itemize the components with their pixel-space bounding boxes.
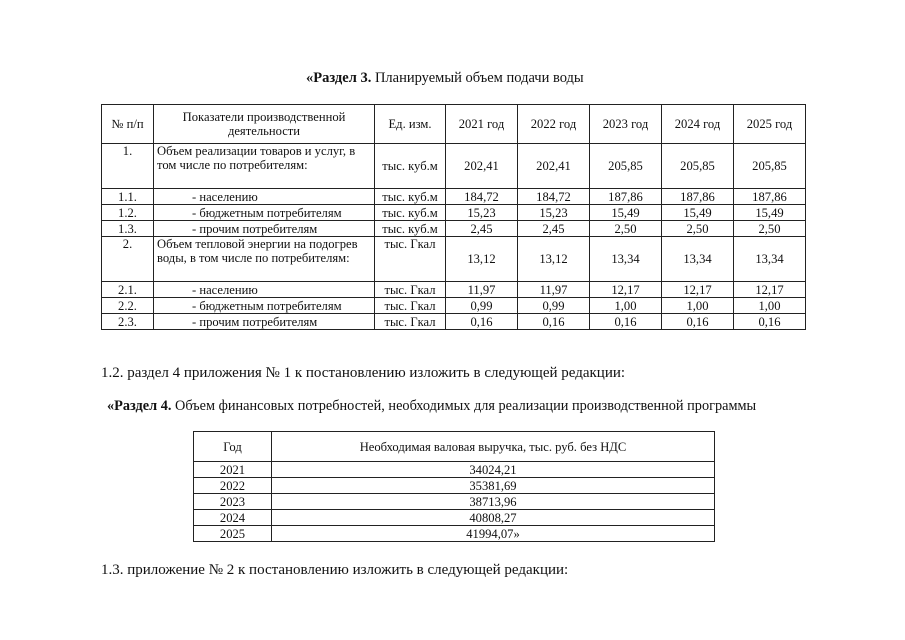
row-year: 2023: [194, 494, 272, 510]
row-unit: тыс. куб.м: [375, 144, 446, 189]
row-value-2021: 11,97: [446, 282, 518, 298]
row-value-2025: 187,86: [734, 189, 806, 205]
row-value-2021: 2,45: [446, 221, 518, 237]
row-value-2024: 13,34: [662, 237, 734, 282]
row-num: 1.2.: [102, 205, 154, 221]
table-row: [102, 205, 806, 221]
row-value-2024: 2,50: [662, 221, 734, 237]
row-unit: тыс. Гкал: [375, 237, 446, 282]
row-unit: тыс. Гкал: [375, 298, 446, 314]
row-num: 2.3.: [102, 314, 154, 330]
revenue-table: [193, 431, 715, 542]
table-row: [102, 314, 806, 330]
row-value-2025: 0,16: [734, 314, 806, 330]
row-value-2022: 2,45: [518, 221, 590, 237]
row-value-2024: 0,16: [662, 314, 734, 330]
row-value-2021: 0,99: [446, 298, 518, 314]
row-value-2022: 15,23: [518, 205, 590, 221]
row-unit: тыс. куб.м: [375, 221, 446, 237]
header-revenue: Необходимая валовая выручка, тыс. руб. без НДС: [272, 432, 715, 462]
header-2023: 2023 год: [590, 105, 662, 144]
water-volume-table: [101, 104, 806, 330]
row-num: 1.1.: [102, 189, 154, 205]
row-unit: тыс. Гкал: [375, 282, 446, 298]
paragraph-1-3: 1.3. приложение № 2 к постановлению изложить в следующей редакции:: [101, 562, 569, 578]
table-row: [194, 494, 715, 510]
row-indicator: Объем реализации товаров и услуг, в том числе по потребителям:: [154, 144, 375, 189]
header-year: Год: [194, 432, 272, 462]
row-value-2023: 187,86: [590, 189, 662, 205]
row-revenue: 35381,69: [272, 478, 715, 494]
row-year: 2021: [194, 462, 272, 478]
row-value-2023: 0,16: [590, 314, 662, 330]
row-value-2022: 13,12: [518, 237, 590, 282]
header-2021: 2021 год: [446, 105, 518, 144]
row-year: 2024: [194, 510, 272, 526]
row-num: 2.: [102, 237, 154, 282]
row-value-2023: 13,34: [590, 237, 662, 282]
row-indicator: - населению: [154, 282, 375, 298]
row-indicator: Объем тепловой энергии на подогрев воды, в том числе по потребителям:: [154, 237, 375, 282]
table-row: [102, 144, 806, 189]
table-header-row: [102, 105, 806, 144]
header-2024: 2024 год: [662, 105, 734, 144]
paragraph-1-2: 1.2. раздел 4 приложения № 1 к постановлению изложить в следующей редакции:: [101, 365, 626, 381]
row-value-2025: 1,00: [734, 298, 806, 314]
table-row: [102, 189, 806, 205]
section3-heading: [306, 70, 584, 87]
row-unit: тыс. Гкал: [375, 314, 446, 330]
row-indicator: - бюджетным потребителям: [154, 205, 375, 221]
row-value-2024: 15,49: [662, 205, 734, 221]
row-revenue: 41994,07»: [272, 526, 715, 542]
row-num: 1.3.: [102, 221, 154, 237]
table-row: [102, 221, 806, 237]
header-unit: Ед. изм.: [375, 105, 446, 144]
row-revenue: 34024,21: [272, 462, 715, 478]
table-row: [194, 462, 715, 478]
header-num: № п/п: [102, 105, 154, 144]
row-value-2025: 12,17: [734, 282, 806, 298]
row-num: 2.2.: [102, 298, 154, 314]
row-value-2024: 12,17: [662, 282, 734, 298]
row-unit: тыс. куб.м: [375, 189, 446, 205]
row-revenue: 40808,27: [272, 510, 715, 526]
row-value-2025: 2,50: [734, 221, 806, 237]
row-value-2023: 205,85: [590, 144, 662, 189]
row-value-2024: 205,85: [662, 144, 734, 189]
row-value-2023: 12,17: [590, 282, 662, 298]
row-value-2023: 15,49: [590, 205, 662, 221]
row-revenue: 38713,96: [272, 494, 715, 510]
header-2025: 2025 год: [734, 105, 806, 144]
table-row: [102, 282, 806, 298]
row-unit: тыс. куб.м: [375, 205, 446, 221]
row-value-2024: 1,00: [662, 298, 734, 314]
row-value-2021: 13,12: [446, 237, 518, 282]
table-row: [194, 526, 715, 542]
row-value-2022: 11,97: [518, 282, 590, 298]
row-value-2021: 184,72: [446, 189, 518, 205]
row-num: 1.: [102, 144, 154, 189]
section4-heading-bold: «Раздел 4.: [107, 398, 172, 414]
row-num: 2.1.: [102, 282, 154, 298]
section4-heading-text: Объем финансовых потребностей, необходимых для реализации производственной программы: [171, 398, 757, 414]
row-value-2023: 1,00: [590, 298, 662, 314]
table-row: [194, 510, 715, 526]
section3-heading-bold: «Раздел 3.: [306, 70, 372, 86]
row-value-2021: 202,41: [446, 144, 518, 189]
table-row: [102, 237, 806, 282]
row-year: 2022: [194, 478, 272, 494]
table-header-row: [194, 432, 715, 462]
row-value-2021: 15,23: [446, 205, 518, 221]
row-value-2024: 187,86: [662, 189, 734, 205]
row-year: 2025: [194, 526, 272, 542]
row-value-2025: 205,85: [734, 144, 806, 189]
row-value-2021: 0,16: [446, 314, 518, 330]
table-row: [102, 298, 806, 314]
row-indicator: - прочим потребителям: [154, 221, 375, 237]
header-indicator: Показатели производственной деятельности: [154, 105, 375, 144]
row-value-2025: 15,49: [734, 205, 806, 221]
header-2022: 2022 год: [518, 105, 590, 144]
row-indicator: - населению: [154, 189, 375, 205]
row-value-2022: 0,16: [518, 314, 590, 330]
section4-heading: [107, 398, 756, 415]
row-indicator: - прочим потребителям: [154, 314, 375, 330]
row-value-2025: 13,34: [734, 237, 806, 282]
row-value-2022: 184,72: [518, 189, 590, 205]
row-indicator: - бюджетным потребителям: [154, 298, 375, 314]
row-value-2022: 0,99: [518, 298, 590, 314]
row-value-2022: 202,41: [518, 144, 590, 189]
table-row: [194, 478, 715, 494]
section3-heading-text: Планируемый объем подачи воды: [371, 70, 584, 86]
row-value-2023: 2,50: [590, 221, 662, 237]
